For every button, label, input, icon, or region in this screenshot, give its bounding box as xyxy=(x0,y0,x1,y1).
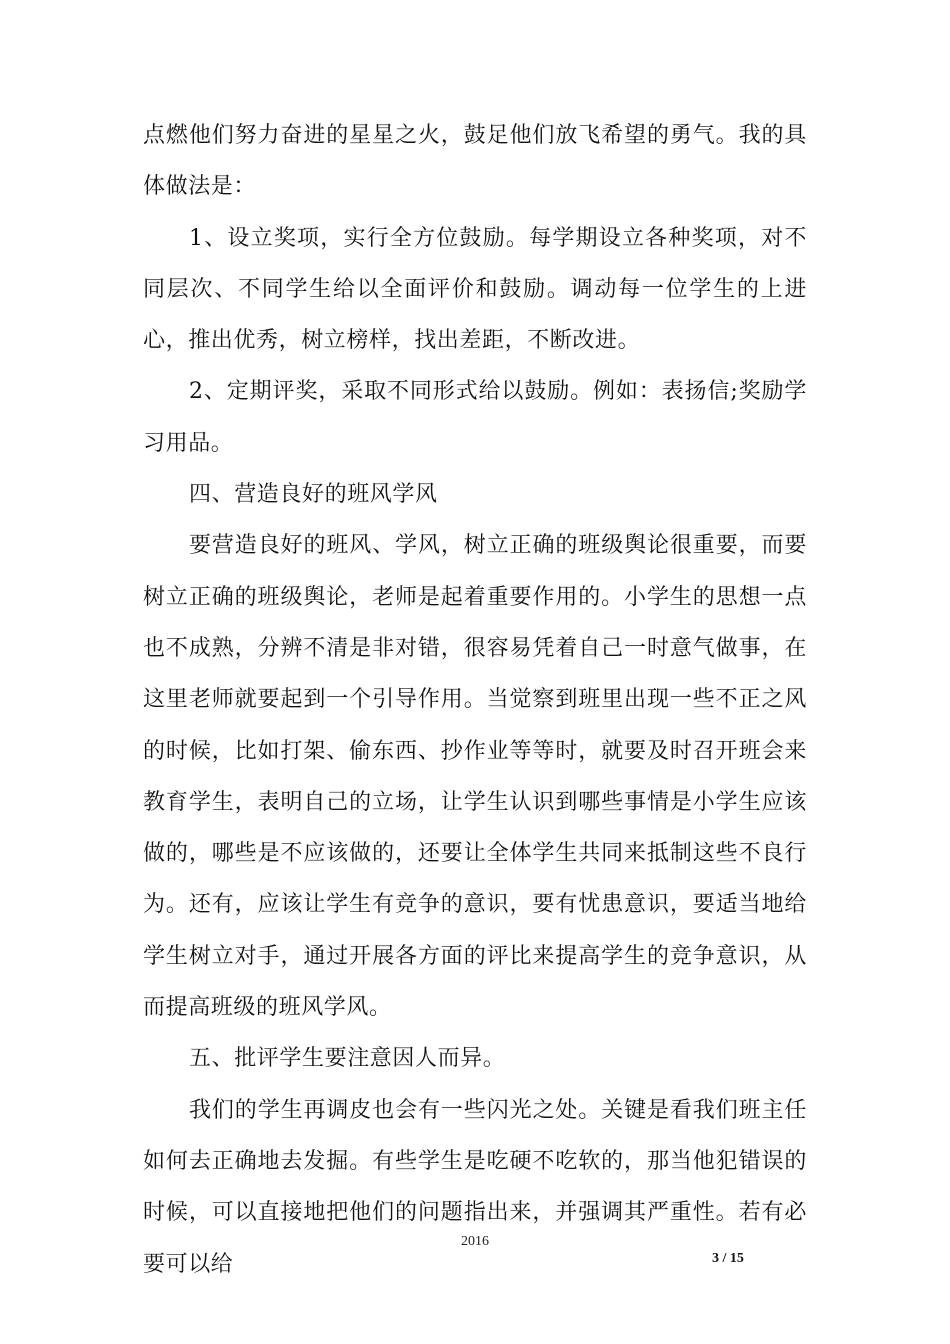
paragraph-intro-continuation: 点燃他们努力奋进的星星之火，鼓足他们放飞希望的勇气。我的具体做法是： xyxy=(143,123,807,200)
section-heading-criticism: 五、批评学生要注意因人而异。 xyxy=(189,1046,506,1072)
paragraph-item-1-awards: 1、设立奖项，实行全方位鼓励。每学期设立各种奖项，对不同层次、不同学生给以全面评价和鼓励。调动每一位学生的上进心，推出优秀，树立榜样，找出差距，不断改进。 xyxy=(143,225,807,354)
footer-year: 2016 xyxy=(461,1234,489,1249)
section-heading-class-atmosphere: 四、营造良好的班风学风 xyxy=(189,482,438,508)
paragraph-item-2-regular-awards: 2、定期评奖，采取不同形式给以鼓励。例如：表扬信;奖励学习用品。 xyxy=(143,379,807,456)
paragraph-class-atmosphere: 要营造良好的班风、学风，树立正确的班级舆论很重要，而要树立正确的班级舆论，老师是起着重要作用的。小学生的思想一点也不成熟，分辨不清是非对错，很容易凭着自己一时意气做事，在这里老师就要起到一个引导作用。当觉察到班里出现一些不正之风的时候，比如打架、偷东西、抄作业等等时，就要及时召开班会来教育学生，表明自己的立场，让学生认识到哪些事情是小学生应该做的，哪些是不应该做的，还要让全体学生共同来抵制这些不良行为。还有，应该让学生有竞争的意识，要有忧患意识，要适当地给学生树立对手，通过开展各方面的评比来提高学生的竞争意识，从而提高班级的班风学风。 xyxy=(143,533,807,1021)
paragraph-criticism: 我们的学生再调皮也会有一些闪光之处。关键是看我们班主任如何去正确地去发掘。有些学生是吃硬不吃软的，那当他犯错误的时候，可以直接地把他们的问题指出来，并强调其严重性。若有必要可以给 xyxy=(143,1097,807,1277)
page-number: 3 / 15 xyxy=(712,1251,744,1266)
document-body xyxy=(143,110,807,1290)
